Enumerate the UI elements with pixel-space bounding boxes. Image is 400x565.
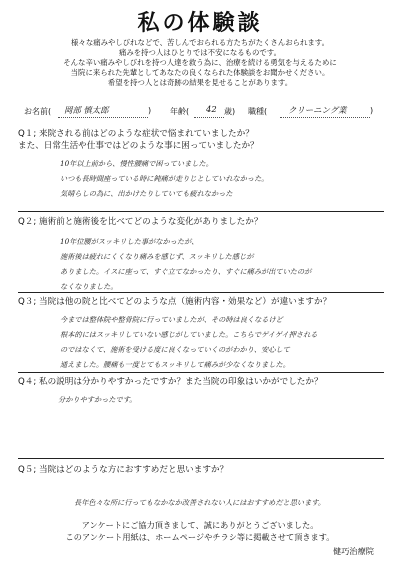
answer-3 — [60, 312, 317, 372]
question-1 — [18, 128, 259, 152]
question-line: また、日常生活や仕事ではどのような事に困っていましたか？ — [18, 141, 259, 151]
profile-row — [24, 104, 392, 118]
question-line: Q３; 当院は他の院と比べてどのような点（施術内容・効果など）が違いますか？ — [18, 297, 332, 307]
clinic-name: 健巧治療院 — [333, 546, 374, 556]
section-divider — [18, 211, 384, 212]
answer-line: のではなくて、施術を受ける度に良くなっていくのがわかり、安心して — [60, 345, 290, 354]
answer-line: 根本的にはスッキリしていない感じがしていました。こちらでゲイゲイ押される — [60, 330, 318, 339]
answer-line: 分かりやすかったです。 — [58, 395, 137, 404]
intro-text — [0, 38, 400, 88]
age-unit: 歳) — [224, 107, 236, 116]
page-title: 私の体験談 — [137, 11, 263, 36]
name-underline — [58, 117, 148, 118]
intro-line: そんな辛い痛みやしびれを持つ人達を救う為に、治療を続ける勇気を与えるために — [63, 58, 337, 67]
answer-line: 10年以上前から、慢性腰痛で困っていました。 — [60, 159, 213, 168]
intro-line: 当院に来られた先輩としてあなたの良くなられた体験談をお聞かせください。 — [70, 68, 330, 77]
answer-line: なくなりました。 — [60, 282, 118, 291]
answer-line: いつも長時間座っている時に鈍痛が走りじとしていれなかった。 — [60, 174, 269, 183]
intro-line: 希望を持つ人とは奇跡の結果を見せることがあります。 — [107, 78, 293, 87]
name-label: お名前( — [24, 107, 52, 116]
job-close: ) — [370, 106, 374, 115]
section-divider — [18, 372, 384, 373]
section-divider — [18, 458, 384, 459]
question-2 — [18, 216, 262, 228]
answer-line: 通えました。腰痛も一度とてもスッキリして痛みが少なくなりました。 — [60, 360, 290, 369]
answer-line: 長年色々な所に行ってもなかなか改善されない人にはおすすめだと思います。 — [74, 498, 326, 507]
question-line: Q５; 当院はどのような方におすすめだと思いますか？ — [18, 465, 229, 475]
intro-line: 痛みを持つ人はひとりでは不安になるものです。 — [118, 48, 281, 57]
job-label: 職種( — [248, 107, 268, 116]
question-3 — [18, 296, 331, 308]
name-close: ) — [148, 106, 152, 115]
age-underline — [194, 117, 224, 118]
answer-4 — [58, 392, 137, 407]
closing-line: アンケートにご協力頂きまして、誠にありがとうございました。 — [81, 520, 319, 530]
answer-line: 施術後は疲れにくくなり痛みを感じず、スッキリした感じが — [60, 252, 254, 261]
section-divider — [18, 292, 384, 293]
answer-line: 今までは整体院や整骨院に行っていましたが、その時は良くなるけど — [60, 315, 283, 324]
job-value: クリーニング業 — [288, 105, 347, 115]
job-underline — [280, 117, 370, 118]
answer-1 — [60, 156, 268, 201]
name-value: 岡部 慎太郎 — [64, 105, 109, 115]
answer-2 — [60, 234, 311, 294]
question-line: Q４; 私の説明は分かりやすかったですか？また当院の印象はいかがでしたか？ — [18, 377, 323, 387]
question-5 — [18, 464, 228, 476]
answer-line: 10年位腰がスッキリした事がなかったが、 — [60, 237, 199, 246]
age-label: 年齢( — [170, 107, 190, 116]
answer-5 — [74, 495, 325, 510]
question-line: Q２; 施術前と施術後を比べてどのような変化がありましたか？ — [18, 217, 263, 227]
question-4 — [18, 376, 323, 388]
closing-message — [0, 519, 400, 543]
age-value: 42 — [206, 104, 217, 114]
question-line: Q１; 来院される前はどのような症状で悩まれていましたか？ — [18, 129, 254, 139]
answer-line: ありました。イスに座って、すぐ立てなかったり、すぐに痛みが出ていたのが — [60, 267, 312, 276]
closing-line: このアンケート用紙は、ホームページやチラシ等に掲載させて頂きます。 — [65, 532, 335, 542]
answer-line: 気晴らしの為に、出かけたりしていても疲れなかった — [60, 189, 233, 198]
intro-line: 様々な痛みやしびれなどで、苦しんでおられる方たちがたくさんおられます。 — [71, 38, 329, 47]
